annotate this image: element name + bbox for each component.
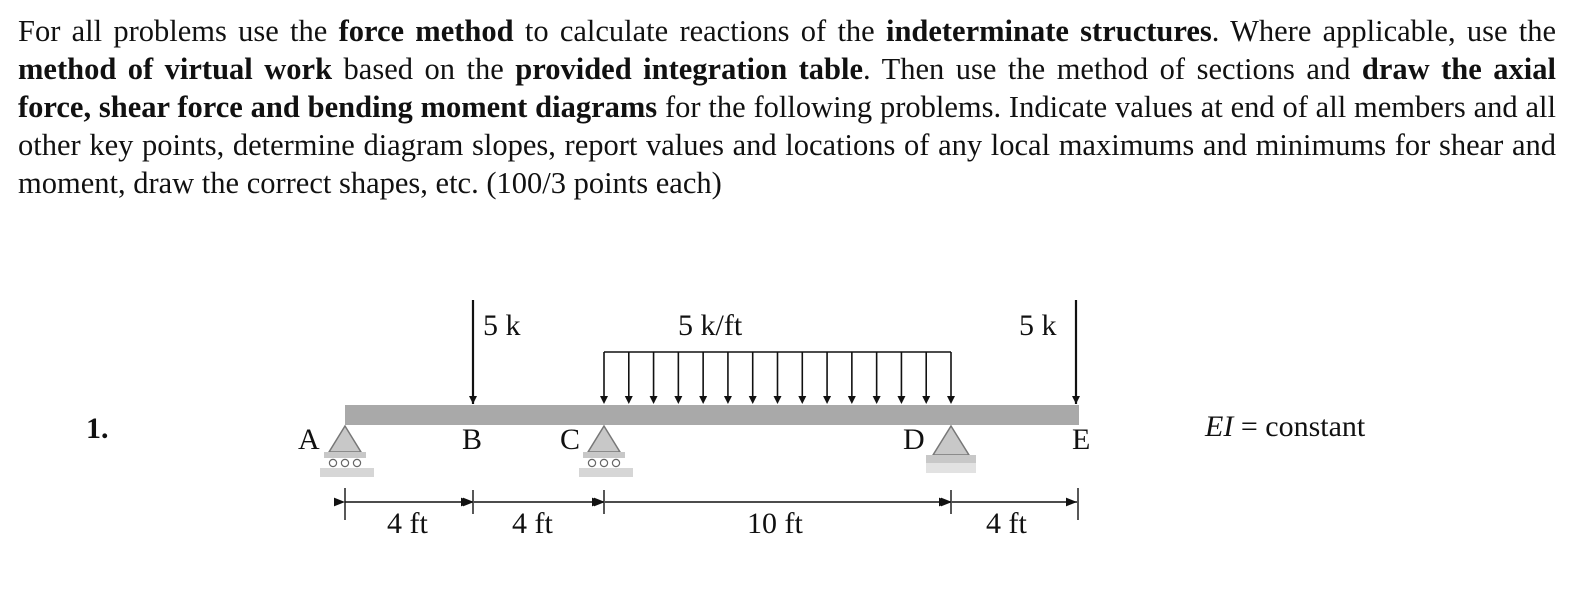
node-label-e: E bbox=[1072, 423, 1091, 456]
intro-text-2: to calculate reactions of the bbox=[513, 14, 886, 48]
dimension-cd-label: 10 ft bbox=[747, 507, 803, 540]
dimension-bc-label: 4 ft bbox=[512, 507, 553, 540]
distributed-load-arrowhead bbox=[650, 396, 658, 404]
distributed-load-arrowhead bbox=[674, 396, 682, 404]
intro-text-3: . Where applicable, use the bbox=[1211, 14, 1556, 48]
distributed-load-arrowhead bbox=[947, 396, 955, 404]
ei-value: = constant bbox=[1233, 410, 1366, 443]
distributed-load-arrowhead bbox=[823, 396, 831, 404]
point-load-b-label: 5 k bbox=[483, 309, 521, 342]
intro-text-1: For all problems use the bbox=[18, 14, 339, 48]
intro-bold-virtual-work: method of virtual work bbox=[18, 52, 333, 86]
distributed-load bbox=[600, 309, 955, 404]
distributed-load-arrowhead bbox=[749, 396, 757, 404]
pin-support-d bbox=[926, 426, 976, 473]
dimension-de-label: 4 ft bbox=[986, 507, 1027, 540]
distributed-load-arrowhead bbox=[774, 396, 782, 404]
distributed-load-arrowhead bbox=[848, 396, 856, 404]
distributed-load-arrowhead bbox=[600, 396, 608, 404]
node-label-d: D bbox=[903, 423, 925, 456]
problem-number: 1. bbox=[86, 412, 109, 445]
point-load-b bbox=[473, 300, 521, 404]
intro-text-6: for the following problems. Indicate values at end of all members and all other key points, determine diagram slopes, report values and locations of any local maximums and minimums for shear and moment, draw the correct shapes, etc. (100/3 points each) bbox=[18, 90, 1556, 200]
intro-text-5: . Then use the method of sections and bbox=[863, 52, 1362, 86]
distributed-load-arrowhead bbox=[873, 396, 881, 404]
intro-bold-integration-table: provided integration table bbox=[515, 52, 864, 86]
node-label-b: B bbox=[462, 423, 483, 456]
node-label-c: C bbox=[560, 423, 581, 456]
ei-symbol: EI bbox=[1205, 410, 1234, 443]
node-label-a: A bbox=[298, 423, 320, 456]
dimension-ab-label: 4 ft bbox=[387, 507, 428, 540]
intro-text-4: based on the bbox=[332, 52, 516, 86]
distributed-load-arrowhead bbox=[699, 396, 707, 404]
distributed-load-arrowhead bbox=[897, 396, 905, 404]
distributed-load-arrowhead bbox=[922, 396, 930, 404]
roller-support-a bbox=[320, 426, 374, 477]
distributed-load-label: 5 k/ft bbox=[678, 309, 743, 342]
distributed-load-arrowhead bbox=[724, 396, 732, 404]
intro-bold-indeterminate: indeterminate structures bbox=[885, 14, 1212, 48]
distributed-load-arrowhead bbox=[798, 396, 806, 404]
point-load-e-label: 5 k bbox=[1019, 309, 1057, 342]
distributed-load-arrowhead bbox=[625, 396, 633, 404]
point-load-e bbox=[1019, 300, 1076, 404]
intro-bold-draw-diagrams: draw the axial force, shear force and bending moment diagrams bbox=[18, 52, 1556, 124]
roller-support-c bbox=[579, 426, 633, 477]
dimension-lines bbox=[345, 488, 1078, 520]
beam bbox=[345, 405, 1079, 425]
intro-bold-force-method: force method bbox=[338, 14, 514, 48]
